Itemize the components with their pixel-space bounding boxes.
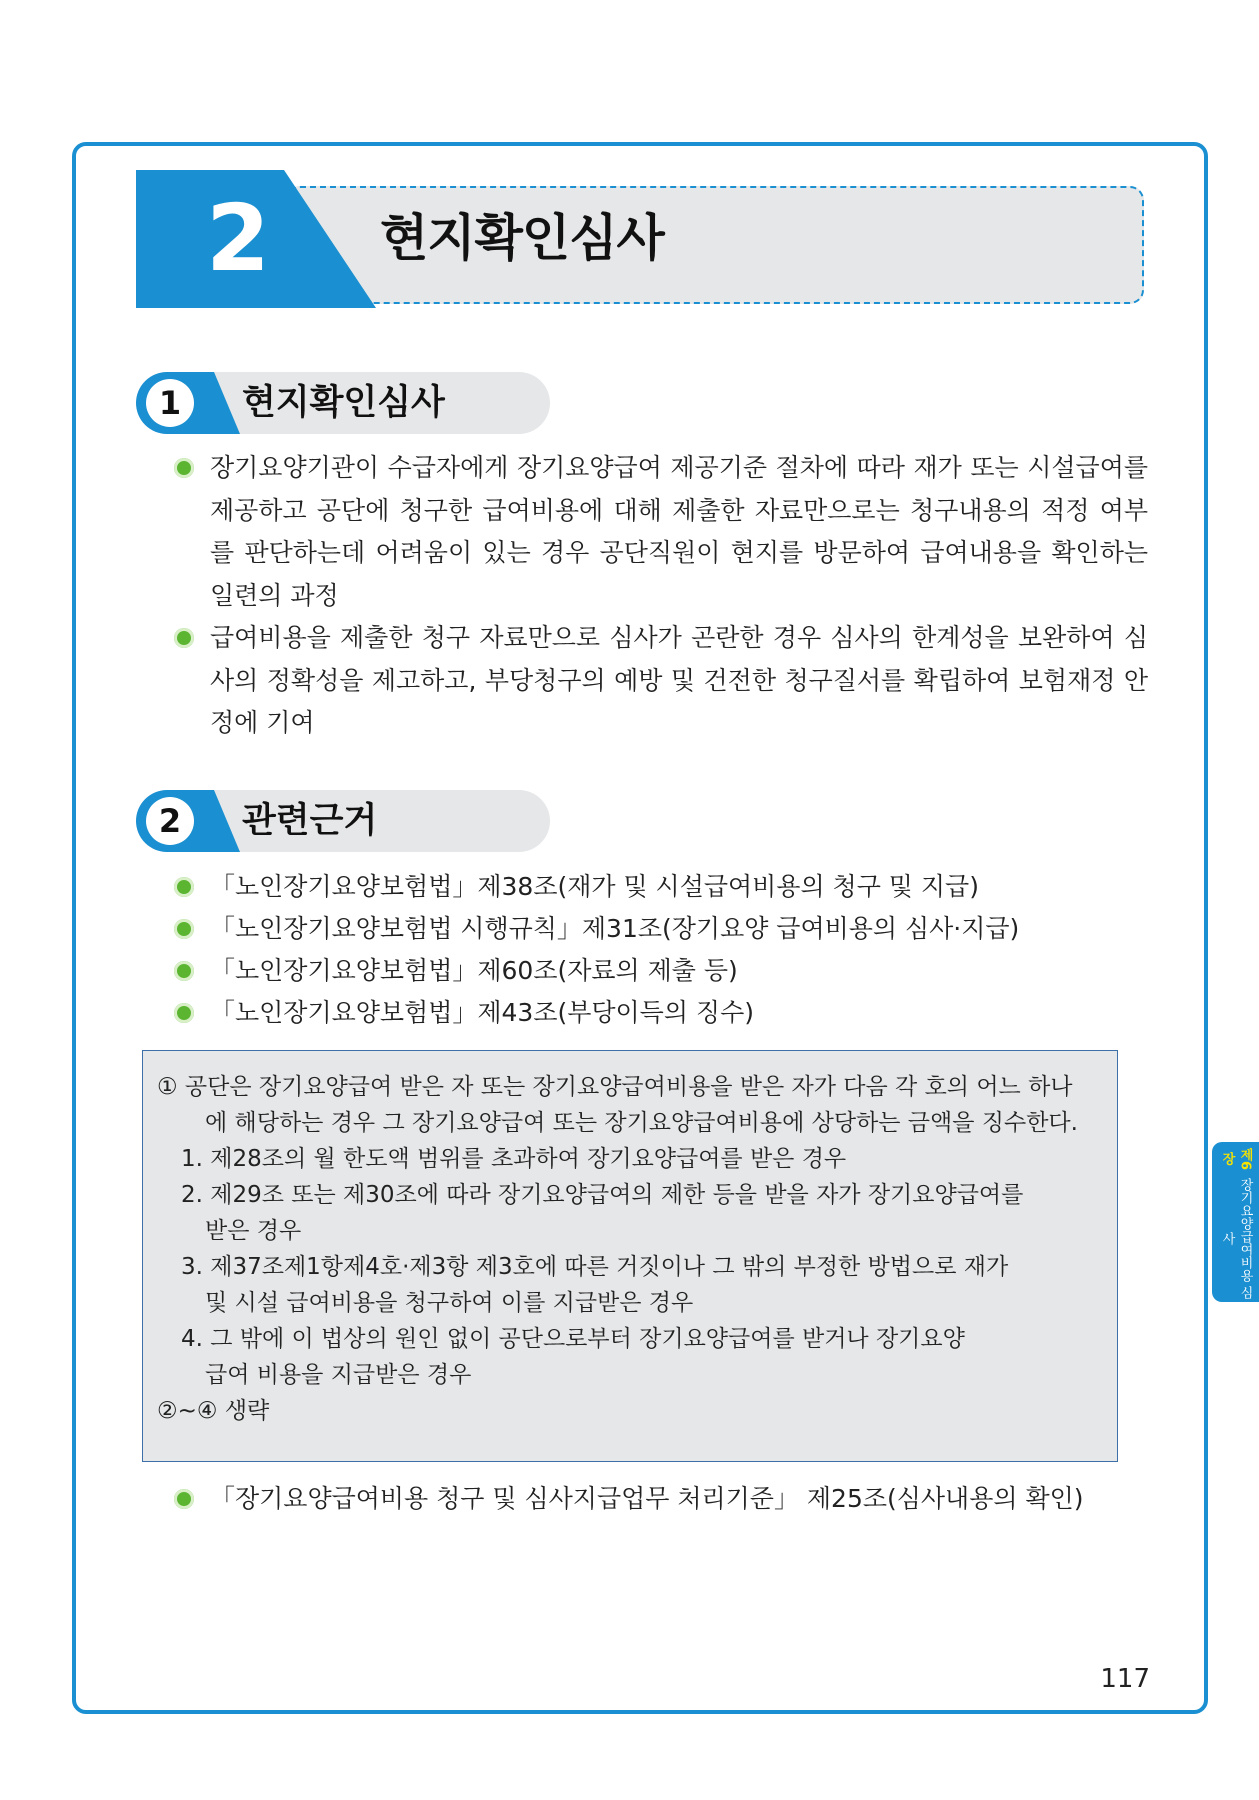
list-item <box>174 1478 1148 1521</box>
bullet-icon <box>174 458 194 478</box>
list-item <box>174 992 1148 1034</box>
law-item-continuation: 받은 경우 <box>205 1218 302 1244</box>
page-number: 117 <box>1100 1664 1150 1694</box>
section-1-heading <box>136 372 550 434</box>
bullet-icon <box>174 961 194 981</box>
side-tab-title: 장기요양급여비용 심사 <box>1219 1178 1253 1300</box>
bullet-icon <box>174 628 194 648</box>
bullet-icon <box>174 1003 194 1023</box>
law-item: 1. 제28조의 월 한도액 범위를 초과하여 장기요양급여를 받은 경우 <box>181 1146 847 1172</box>
law-item: 2. 제29조 또는 제30조에 따라 장기요양급여의 제한 등을 받을 자가 장기요양급여를 <box>181 1182 1024 1208</box>
list-item-text: 장기요양기관이 수급자에게 장기요양급여 제공기준 절차에 따라 재가 또는 시설급여를 제공하고 공단에 청구한 급여비용에 대해 제출한 자료만으로는 청구내용의 적정 여부를 판단하는데 어려움이 있는 경우 공단직원이 현지를 방문하여 급여내용을 확인하는 일련의 과정 <box>210 453 1148 610</box>
law-excerpt-box <box>142 1050 1118 1462</box>
chapter-number: 2 <box>205 185 270 292</box>
section-title: 관련근거 <box>242 801 378 841</box>
list-item-text: 「노인장기요양보험법 시행규칙」제31조(장기요양 급여비용의 심사·지급) <box>210 914 1020 943</box>
list-item <box>174 617 1148 745</box>
list-item <box>174 447 1148 617</box>
list-item <box>174 866 1148 908</box>
chapter-side-tab[interactable] <box>1212 1142 1259 1302</box>
list-item-text: 「노인장기요양보험법」제38조(재가 및 시설급여비용의 청구 및 지급) <box>210 872 979 901</box>
list-item-text: 급여비용을 제출한 청구 자료만으로 심사가 곤란한 경우 심사의 한계성을 보완하여 심사의 정확성을 제고하고, 부당청구의 예방 및 건전한 청구질서를 확립하여 보험재정 안정에 기여 <box>210 623 1148 737</box>
side-tab-label <box>1212 1142 1259 1302</box>
list-item <box>174 950 1148 992</box>
chapter-title: 현지확인심사 <box>380 209 664 267</box>
bullet-icon <box>174 919 194 939</box>
chapter-header <box>136 170 1146 308</box>
law-item-continuation: 및 시설 급여비용을 청구하여 이를 지급받은 경우 <box>205 1290 694 1316</box>
list-item-text: 「노인장기요양보험법」제60조(자료의 제출 등) <box>210 956 738 985</box>
bullet-icon <box>174 877 194 897</box>
bullet-icon <box>174 1489 194 1509</box>
section-2-extra-list <box>174 1478 1148 1521</box>
list-item-text: 「노인장기요양보험법」제43조(부당이득의 징수) <box>210 998 754 1027</box>
law-paragraph-line: 에 해당하는 경우 그 장기요양급여 또는 장기요양급여비용에 상당하는 금액을 징수한다. <box>205 1110 1078 1136</box>
section-2-heading <box>136 790 550 852</box>
law-item: 3. 제37조제1항제4호·제3항 제3호에 따른 거짓이나 그 밖의 부정한 방법으로 재가 <box>181 1254 1009 1280</box>
section-title: 현지확인심사 <box>242 383 445 423</box>
law-item-continuation: 급여 비용을 지급받은 경우 <box>205 1362 472 1388</box>
list-item <box>174 908 1148 950</box>
law-item: 4. 그 밖에 이 법상의 원인 없이 공단으로부터 장기요양급여를 받거나 장기요양 <box>181 1326 965 1352</box>
section-2-list <box>174 866 1148 1034</box>
section-1-list <box>174 447 1148 745</box>
side-tab-chapter: 제6장 <box>1219 1147 1253 1170</box>
law-paragraph-line: ① 공단은 장기요양급여 받은 자 또는 장기요양급여비용을 받은 자가 다음 각 호의 어느 하나 <box>157 1074 1073 1100</box>
section-number: 2 <box>146 797 194 845</box>
list-item-text: 「장기요양급여비용 청구 및 심사지급업무 처리기준」 제25조(심사내용의 확인) <box>210 1484 1084 1513</box>
section-number: 1 <box>146 379 194 427</box>
law-omitted-note: ②~④ 생략 <box>157 1398 270 1424</box>
